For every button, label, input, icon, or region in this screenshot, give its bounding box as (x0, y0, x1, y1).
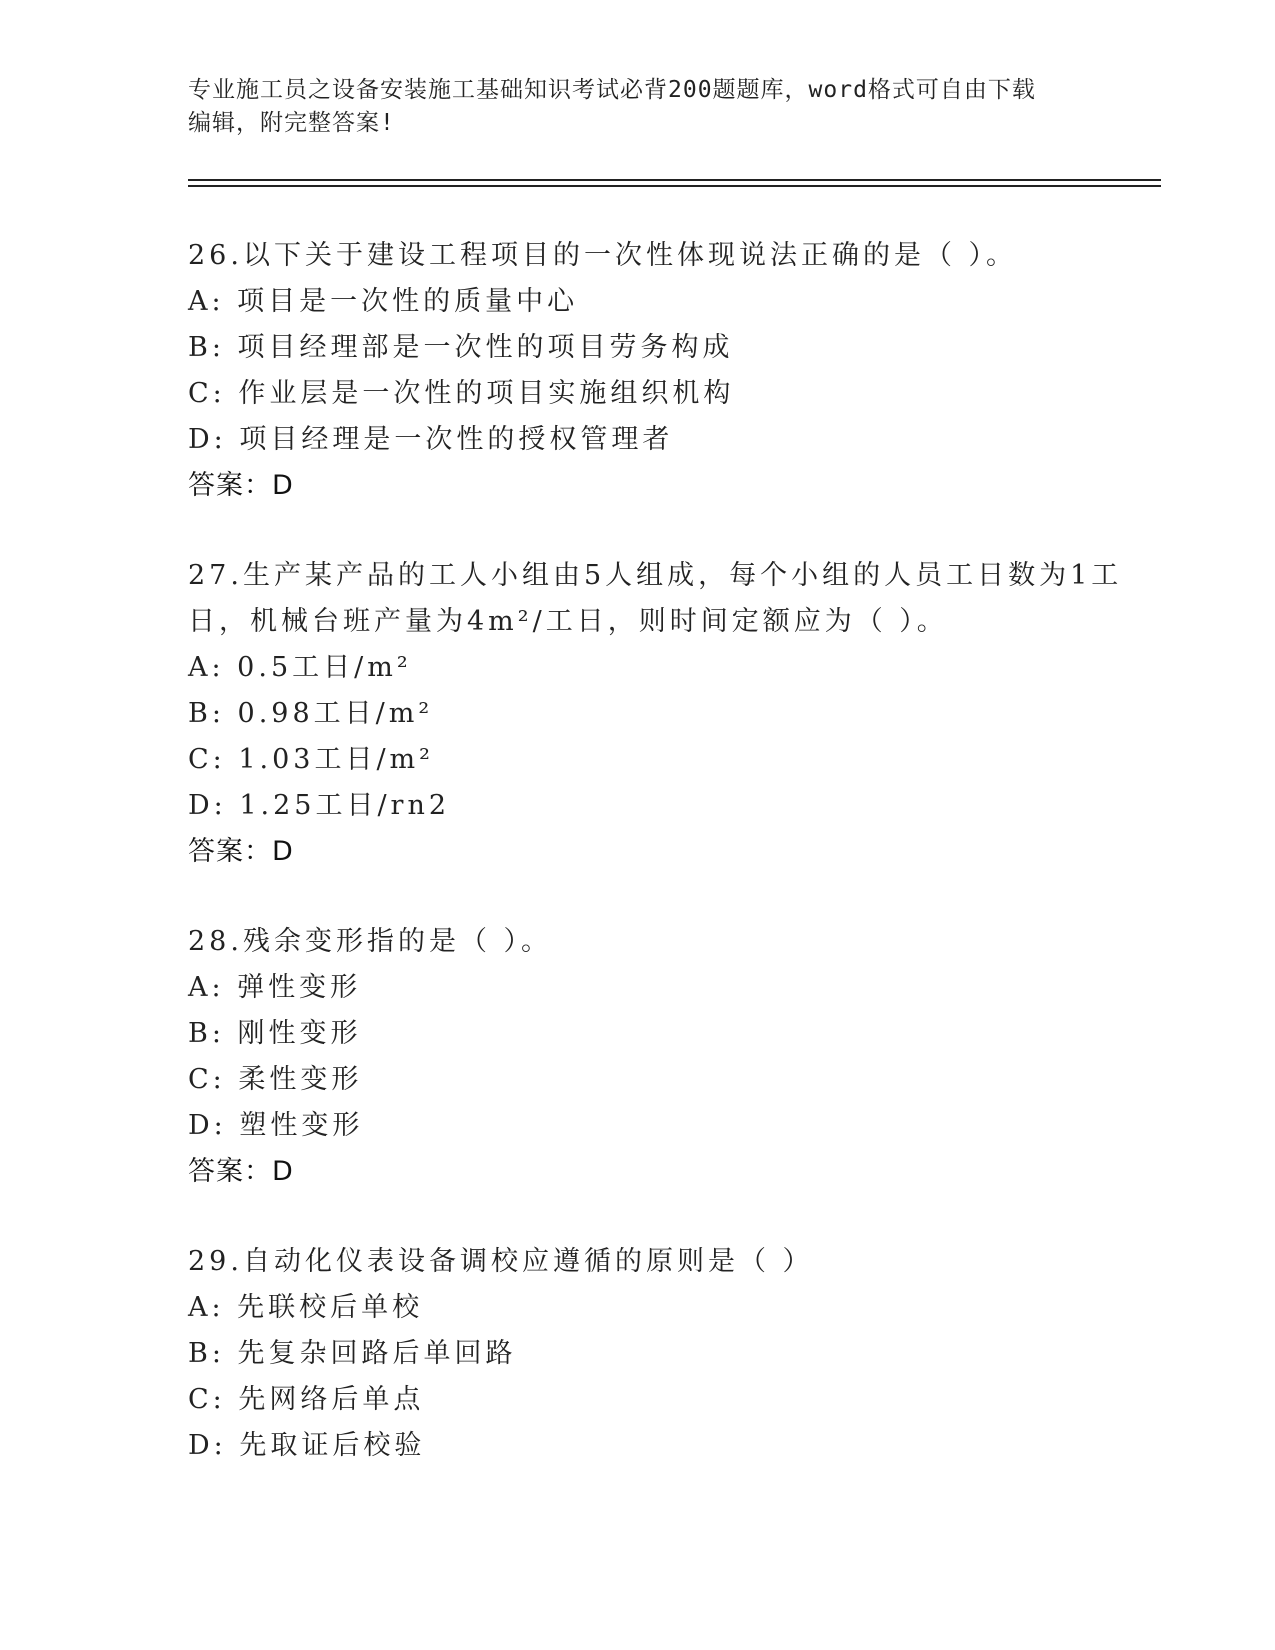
header-line-1: 专业施工员之设备安装施工基础知识考试必背200题题库，word格式可自由下载 (188, 77, 1036, 103)
question-29 (188, 1239, 1088, 1469)
question-stem: 29.自动化仪表设备调校应遵循的原则是（ ） (188, 1246, 814, 1277)
option-a: A: 弹性变形 (188, 972, 362, 1003)
question-stem-line-1: 27.生产某产品的工人小组由5人组成，每个小组的人员工日数为1工 (188, 560, 1123, 591)
answer: 答案：D (188, 470, 294, 501)
option-b: B: 项目经理部是一次性的项目劳务构成 (188, 332, 734, 363)
option-a: A: 0.5工日/m² (188, 652, 412, 683)
option-a: A: 先联校后单校 (188, 1292, 424, 1323)
option-d: D: 项目经理是一次性的授权管理者 (188, 424, 674, 455)
option-a: A: 项目是一次性的质量中心 (188, 286, 579, 317)
question-stem: 28.残余变形指的是（ ）。 (188, 926, 553, 957)
option-b: B: 0.98工日/m² (188, 698, 434, 729)
header-divider-top (188, 179, 1161, 181)
question-26 (188, 233, 1088, 509)
header-line-2: 编辑，附完整答案! (188, 110, 395, 136)
answer: 答案：D (188, 1156, 294, 1187)
option-c: C: 1.03工日/m² (188, 744, 434, 775)
document-header (188, 74, 1088, 140)
option-d: D: 塑性变形 (188, 1110, 364, 1141)
option-b: B: 先复杂回路后单回路 (188, 1338, 517, 1369)
option-d: D: 1.25工日/rn2 (188, 790, 451, 821)
option-b: B: 刚性变形 (188, 1018, 362, 1049)
option-d: D: 先取证后校验 (188, 1430, 426, 1461)
question-stem: 26.以下关于建设工程项目的一次性体现说法正确的是（ ）。 (188, 240, 1018, 271)
option-c: C: 作业层是一次性的项目实施组织机构 (188, 378, 735, 409)
question-27 (188, 553, 1123, 875)
option-c: C: 柔性变形 (188, 1064, 363, 1095)
answer: 答案：D (188, 836, 294, 867)
header-divider-bottom (188, 185, 1161, 187)
question-28 (188, 919, 1088, 1195)
question-stem-line-2: 日，机械台班产量为4m²/工日，则时间定额应为（ ）。 (188, 606, 948, 637)
option-c: C: 先网络后单点 (188, 1384, 425, 1415)
